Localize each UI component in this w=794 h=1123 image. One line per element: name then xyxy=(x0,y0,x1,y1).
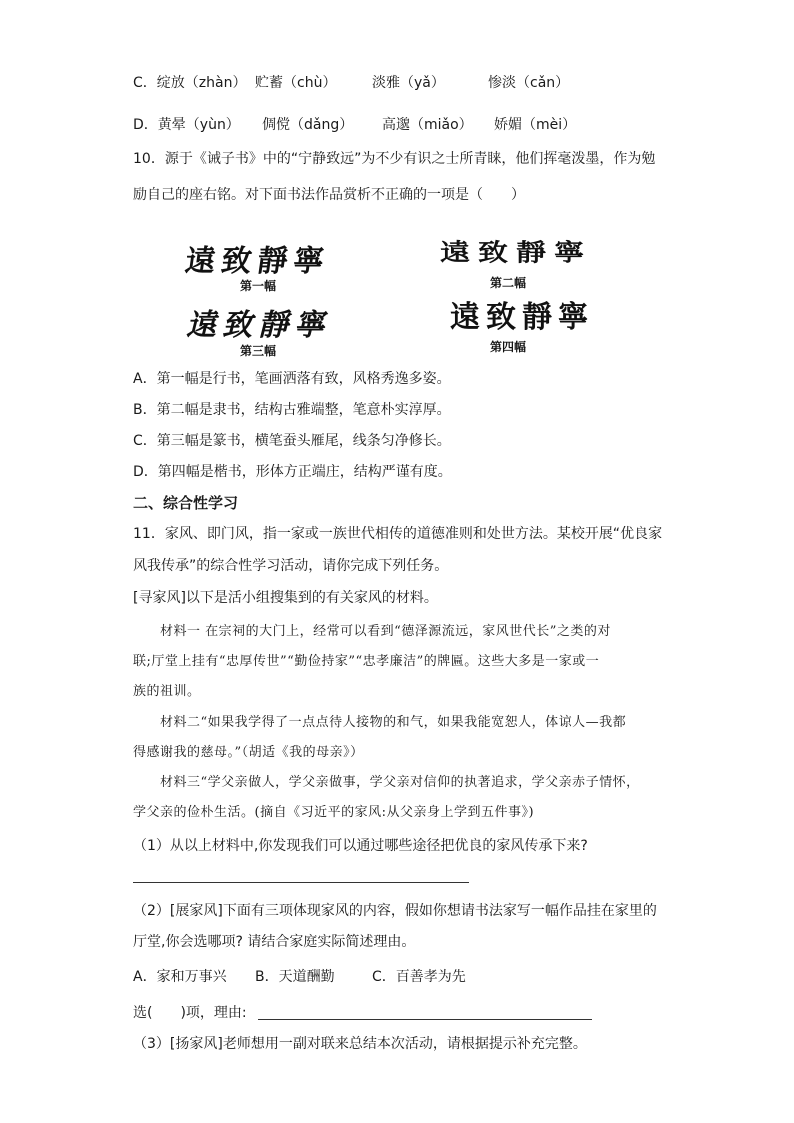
q9-option-c-1: C．绽放（zhàn） xyxy=(133,75,247,91)
material-2-line2: 得感谢我的慈母。”（胡适《我的母亲》） xyxy=(133,745,364,760)
calligraphy-caption-3: 第三幅 xyxy=(240,344,277,358)
q11-sub2-line2: 厅堂,你会选哪项? 请结合家庭实际简述理由。 xyxy=(133,934,416,950)
calligraphy-work-1: 遠致靜寧 xyxy=(183,244,332,279)
answer-line-1[interactable] xyxy=(133,882,469,883)
choice-b: B．天道酬勤 xyxy=(255,969,335,985)
material-2-line1: 材料二“如果我学得了一点点待人接物的和气，如果我能宽恕人，体谅人—我都 xyxy=(160,715,627,730)
q9-option-c-4: 惨淡（cǎn） xyxy=(488,75,570,91)
calligraphy-work-2: 遠致靜寧 xyxy=(440,238,592,267)
q11-intro: [寻家风]以下是活小组搜集到的有关家风的材料。 xyxy=(133,590,438,606)
q9-option-d-1: D．黄晕（yùn） xyxy=(133,117,240,133)
calligraphy-work-4: 遠致靜寧 xyxy=(450,300,594,335)
q9-option-d-4: 娇媚（mèi） xyxy=(494,117,577,133)
q11-stem-line2: 风我传承”的综合性学习活动，请你完成下列任务。 xyxy=(133,558,449,574)
q9-option-d-2: 倜傥（dǎng） xyxy=(262,117,354,133)
q11-stem-line1: 11．家风、即门风，指一家或一族世代相传的道德准则和处世方法。某校开展“优良家 xyxy=(133,526,663,542)
calligraphy-caption-4: 第四幅 xyxy=(490,340,527,354)
q9-option-c-3: 淡雅（yǎ） xyxy=(372,75,445,91)
material-3-line1: 材料三“学父亲做人，学父亲做事，学父亲对信仰的执著追求，学父亲赤子情怀， xyxy=(160,775,640,790)
q10-stem-line1: 10．源于《诫子书》中的“宁静致远”为不少有识之士所青睐，他们挥毫泼墨，作为勉 xyxy=(133,151,656,167)
select-reason-label: 选( )项，理由: xyxy=(133,1005,247,1021)
q10-stem-line2: 励自己的座右铭。对下面书法作品赏析不正确的一项是（ ） xyxy=(133,187,525,203)
q10-option-d: D．第四幅是楷书，形体方正端庄，结构严谨有度。 xyxy=(133,464,452,480)
q9-option-c-2: 贮蓄（chù） xyxy=(255,75,337,91)
q10-option-b: B．第二幅是隶书，结构古雅端整，笔意朴实淳厚。 xyxy=(133,402,451,418)
calligraphy-caption-2: 第二幅 xyxy=(490,276,527,290)
answer-line-2[interactable] xyxy=(258,1019,592,1020)
calligraphy-caption-1: 第一幅 xyxy=(240,279,277,293)
q11-sub3: （3）[扬家风]老师想用一副对联来总结本次活动，请根据提示补充完整。 xyxy=(133,1036,587,1052)
q11-sub1: （1）从以上材料中,你发现我们可以通过哪些途径把优良的家风传承下来? xyxy=(133,838,588,854)
choice-c: C．百善孝为先 xyxy=(372,969,466,985)
material-1-line2: 联;厅堂上挂有“忠厚传世”“勤俭持家”“忠孝廉洁”的牌匾。这些大多是一家或一 xyxy=(133,654,600,669)
choice-a: A．家和万事兴 xyxy=(133,969,227,985)
q10-option-a: A．第一幅是行书，笔画洒落有致，风格秀逸多姿。 xyxy=(133,371,451,387)
calligraphy-work-3: 遠致靜寧 xyxy=(186,308,330,343)
material-1-line3: 族的祖训。 xyxy=(133,684,201,699)
q9-option-d-3: 高邈（miǎo） xyxy=(382,117,473,133)
q11-sub2-line1: （2）[展家风]下面有三项体现家风的内容，假如你想请书法家写一幅作品挂在家里的 xyxy=(133,903,657,919)
q10-option-c: C．第三幅是篆书，横笔蚕头雁尾，线条匀净修长。 xyxy=(133,433,451,449)
section-heading: 二、综合性学习 xyxy=(133,494,239,512)
material-1-line1: 材料一 在宗祠的大门上，经常可以看到“德泽源流远，家风世代长”之类的对 xyxy=(160,624,611,639)
material-3-line2: 学父亲的俭朴生活。(摘自《习近平的家风:从父亲身上学到五件事》) xyxy=(133,805,535,820)
